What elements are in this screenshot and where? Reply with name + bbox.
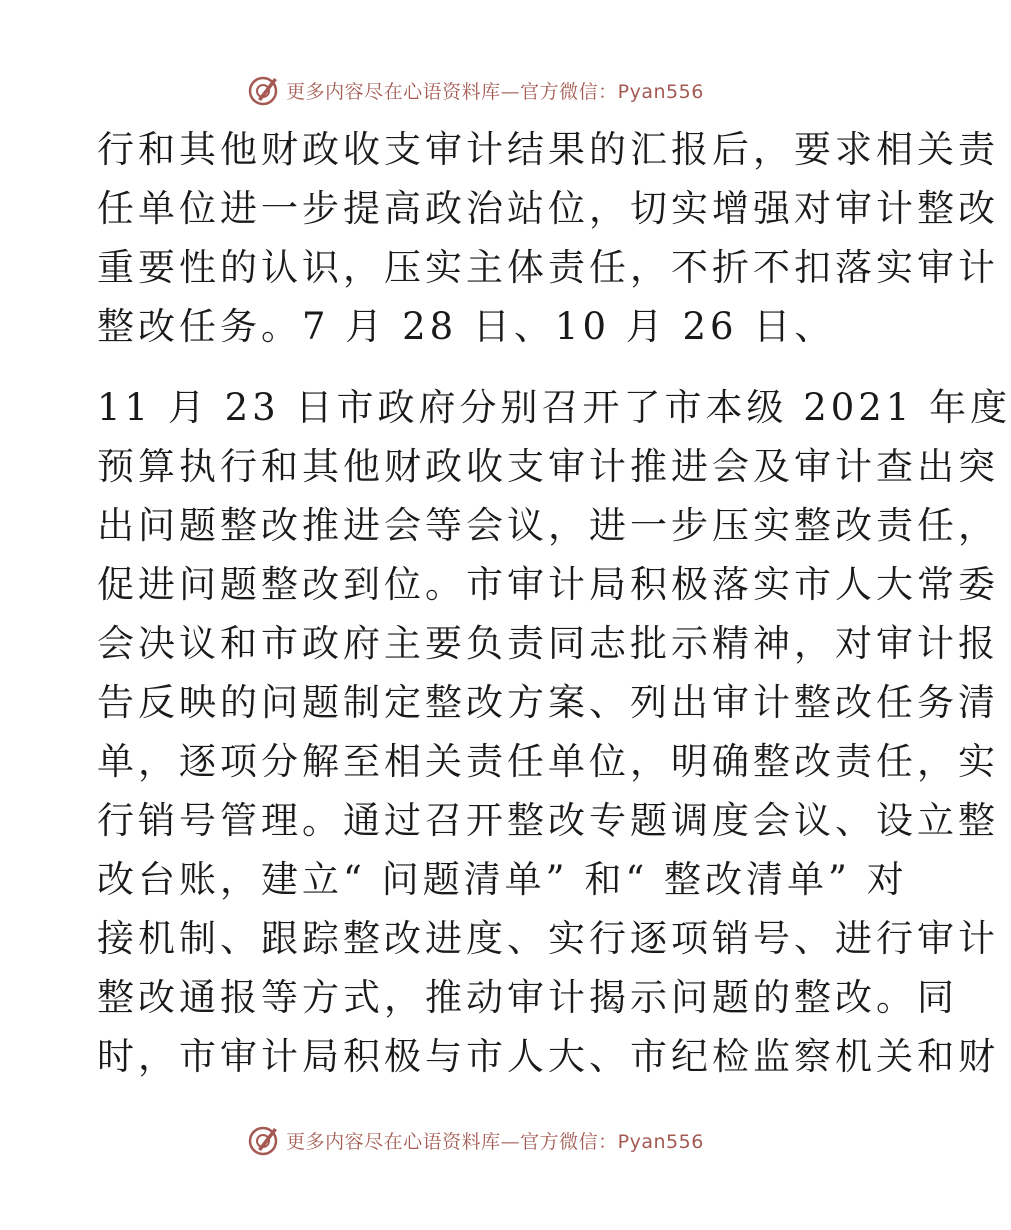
body-line: 促进问题整改到位。市审计局积极落实市人大常委 <box>97 563 999 606</box>
header-watermark <box>0 70 950 110</box>
pen-logo-icon <box>246 1123 280 1157</box>
body-line: 预算执行和其他财政收支审计推进会及审计查出突 <box>97 445 999 488</box>
body-line: 接机制、跟踪整改进度、实行逐项销号、进行审计 <box>97 917 999 960</box>
body-line: 整改任务。7 月 28 日、10 月 26 日、 <box>97 305 836 348</box>
body-line: 出问题整改推进会等会议，进一步压实整改责任， <box>97 504 999 547</box>
footer-watermark <box>0 1120 950 1160</box>
body-line: 任单位进一步提高政治站位，切实增强对审计整改 <box>97 187 999 230</box>
body-line: 单，逐项分解至相关责任单位，明确整改责任，实 <box>97 740 999 783</box>
body-line: 整改通报等方式，推动审计揭示问题的整改。同 <box>97 976 958 1019</box>
body-line: 11 月 23 日市政府分别召开了市本级 2021 年度 <box>97 386 1011 429</box>
body-line: 告反映的问题制定整改方案、列出审计整改任务清 <box>97 681 999 724</box>
document-body <box>97 120 1011 1086</box>
body-line: 重要性的认识，压实主体责任，不折不扣落实审计 <box>97 246 999 289</box>
pen-logo-icon <box>246 73 280 107</box>
body-line: 行和其他财政收支审计结果的汇报后，要求相关责 <box>97 128 999 171</box>
watermark-text: 更多内容尽在心语资料库—官方微信：Pyan556 <box>286 80 704 103</box>
watermark-text: 更多内容尽在心语资料库—官方微信：Pyan556 <box>286 1130 704 1153</box>
body-line: 行销号管理。通过召开整改专题调度会议、设立整 <box>97 799 999 842</box>
body-line: 时，市审计局积极与市人大、市纪检监察机关和财 <box>97 1035 999 1078</box>
body-line: 改台账，建立“ 问题清单” 和“ 整改清单” 对 <box>97 858 908 901</box>
body-line: 会决议和市政府主要负责同志批示精神，对审计报 <box>97 622 999 665</box>
